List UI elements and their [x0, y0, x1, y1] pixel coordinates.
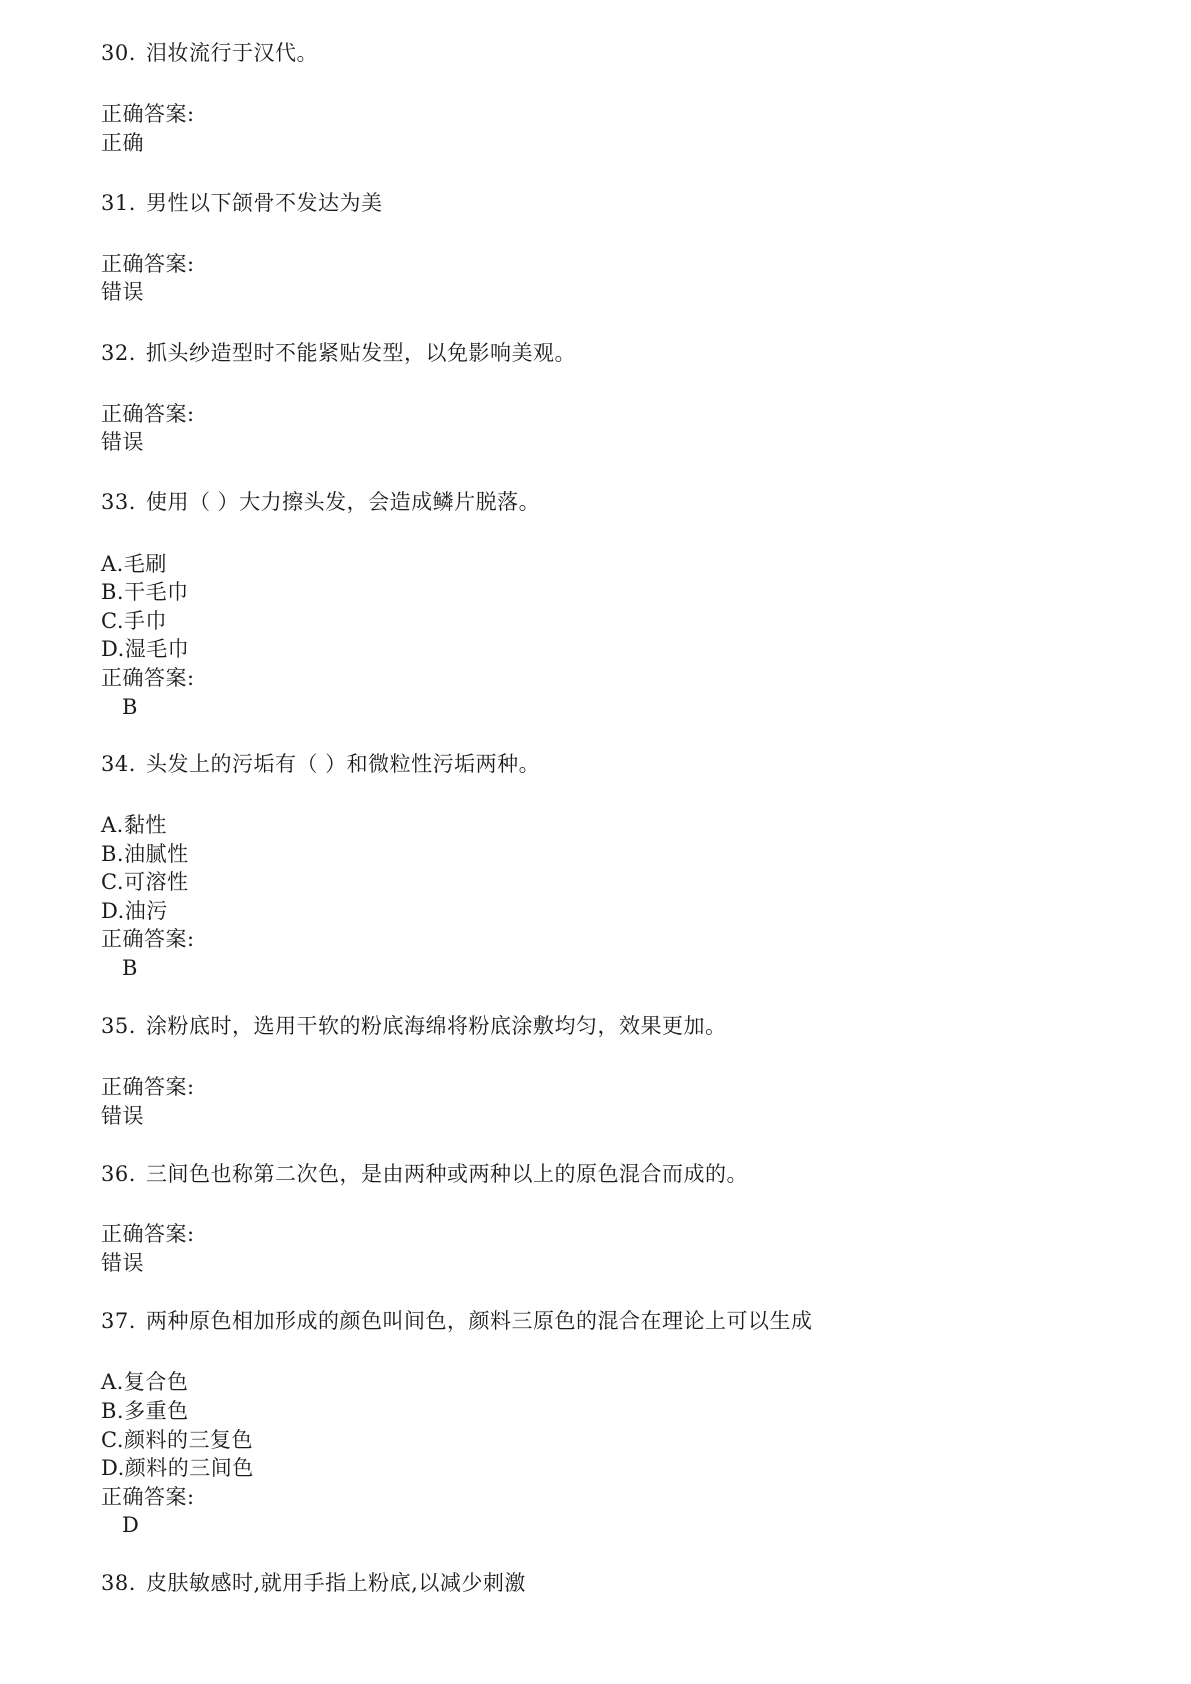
question-34	[101, 751, 540, 777]
question-number: 31.	[101, 191, 136, 215]
question-number: 36.	[101, 1162, 136, 1186]
question-number: 30.	[101, 41, 136, 65]
question-38	[101, 1570, 526, 1596]
option-a: A.毛刷	[101, 552, 167, 576]
question-31	[101, 190, 383, 216]
option-d: D.湿毛巾	[101, 637, 190, 661]
answer-value: D	[122, 1513, 140, 1537]
question-number: 37.	[101, 1309, 136, 1333]
option-b: B.干毛巾	[101, 580, 189, 604]
answer-value: 错误	[101, 1104, 144, 1128]
question-number: 32.	[101, 341, 136, 365]
option-c: C.颜料的三复色	[101, 1428, 253, 1452]
question-text: 皮肤敏感时,就用手指上粉底,以减少刺激	[146, 1571, 526, 1595]
answer-value: 错误	[101, 280, 144, 304]
answer-label: 正确答案:	[101, 402, 195, 426]
question-text: 男性以下颌骨不发达为美	[146, 191, 383, 215]
answer-value: B	[122, 956, 138, 980]
answer-label: 正确答案:	[101, 1485, 195, 1509]
option-b: B.油腻性	[101, 842, 189, 866]
question-text: 头发上的污垢有（ ）和微粒性污垢两种。	[146, 752, 541, 776]
question-30	[101, 40, 318, 66]
option-c: C.可溶性	[101, 870, 189, 894]
answer-label: 正确答案:	[101, 1075, 195, 1099]
answer-value: B	[122, 695, 138, 719]
question-number: 35.	[101, 1014, 136, 1038]
answer-label: 正确答案:	[101, 666, 195, 690]
question-35	[101, 1013, 727, 1039]
question-text: 抓头纱造型时不能紧贴发型，以免影响美观。	[146, 341, 576, 365]
option-d: D.颜料的三间色	[101, 1456, 254, 1480]
question-33	[101, 489, 540, 515]
answer-value: 错误	[101, 430, 144, 454]
option-d: D.油污	[101, 899, 168, 923]
question-number: 34.	[101, 752, 136, 776]
answer-label: 正确答案:	[101, 102, 195, 126]
question-number: 38.	[101, 1571, 136, 1595]
option-a: A.黏性	[101, 813, 167, 837]
answer-label: 正确答案:	[101, 1222, 195, 1246]
question-number: 33.	[101, 490, 136, 514]
option-a: A.复合色	[101, 1370, 189, 1394]
question-36	[101, 1161, 748, 1187]
option-b: B.多重色	[101, 1399, 189, 1423]
question-37	[101, 1308, 813, 1334]
question-text: 涂粉底时，选用干软的粉底海绵将粉底涂敷均匀，效果更加。	[146, 1014, 727, 1038]
option-c: C.手巾	[101, 609, 167, 633]
answer-label: 正确答案:	[101, 252, 195, 276]
question-text: 两种原色相加形成的颜色叫间色，颜料三原色的混合在理论上可以生成	[146, 1309, 813, 1333]
answer-label: 正确答案:	[101, 927, 195, 951]
question-32	[101, 340, 576, 366]
question-text: 使用（ ）大力擦头发，会造成鳞片脱落。	[146, 490, 541, 514]
answer-value: 错误	[101, 1251, 144, 1275]
question-text: 泪妆流行于汉代。	[146, 41, 318, 65]
question-text: 三间色也称第二次色，是由两种或两种以上的原色混合而成的。	[146, 1162, 748, 1186]
answer-value: 正确	[101, 131, 144, 155]
